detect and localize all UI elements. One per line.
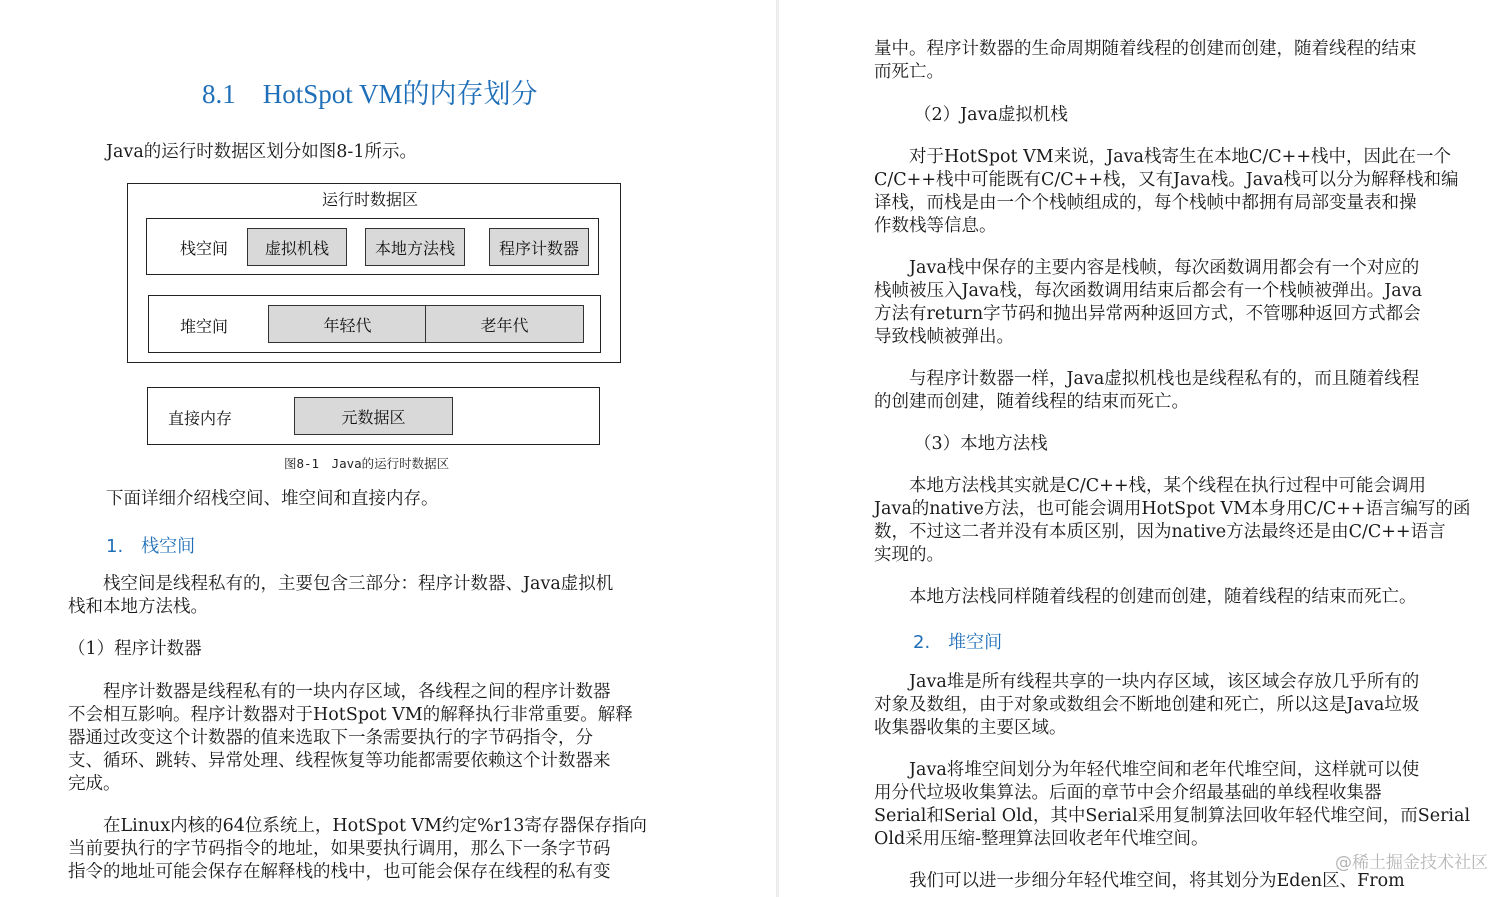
program-counter-cell: 程序计数器 <box>489 228 589 266</box>
metadata-area-cell: 元数据区 <box>294 397 453 435</box>
subsection-jvm-stack: （2）Java虚拟机栈 <box>914 105 1068 125</box>
heap-space-label: 堆空间 <box>180 317 229 336</box>
section-heading: 8.1 HotSpot VM的内存划分 <box>202 79 538 109</box>
old-generation-cell: 老年代 <box>425 305 584 343</box>
vm-stack-cell: 虚拟机栈 <box>247 228 347 266</box>
right-page: 量中。程序计数器的生命周期随着线程的创建而创建，随着线程的结束 而死亡。 （2）Java虚拟机栈 对于HotSpot VM来说，Java栈寄生在本地C/C++栈中，因此在一个 C/C++栈中可能既有C/C++栈，又有Java栈。Java栈可以分为解释栈和编 译栈，而栈是由一个个栈帧组成的，每个栈帧中都拥有局部变量表和操 作数栈等信息。 Java栈中保存的主要内容是栈帧，每次函数调用都会有一个对应的 栈帧被压入Java栈，每次函数调用结束后都会有一个栈帧被弹出。Java 方法有return字节码和抛出异常两种返回方式，不管哪种返回方式都会 导致栈帧被弹出。 与程序计数器一样，Java虚拟机栈也是线程私有的，而且随着线程 的创建而创建，随着线程的结束而死亡。 （3）本地方法栈 本地方法栈其实就是C/C++栈，某个线程在执行过程中可能会调用 Java的native方法，也可能会调用HotSpot VM本身用C/C++语言编写的函 数，不过这二者并没有本质区别，因为native方法最终还是由C/C++语言 实现的。 本地方法栈同样随着线程的创建而创建，随着线程的结束而死亡。 2. 堆空间 Java堆是所有线程共享的一块内存区域，该区域会存放几乎所有的 对象及数组，由于对象或数组会不断地创建和死亡，所以这是Java垃圾 收集器收集的主要区域。 Java将堆空间划分为年轻代堆空间和老年代堆空间，这样就可以使 用分代垃圾收集算法。后面的章节中会介绍最基础的单线程收集器 Serial和Serial Old，其中Serial采用复制算法回收年轻代堆空间，而Serial Old采用压缩-整理算法回收老年代堆空间。 我们可以进一步细分年轻代堆空间，将其划分为Eden区、From @稀土掘金技术社区 <box>874 39 1488 891</box>
detail-paragraph: 下面详细介绍栈空间、堆空间和直接内存。 <box>106 489 439 509</box>
section-stack-space-heading: 1. 栈空间 <box>106 536 196 557</box>
young-generation-cell: 年轻代 <box>268 305 427 343</box>
section-heap-space-heading: 2. 堆空间 <box>913 632 1003 653</box>
native-method-stack-cell: 本地方法栈 <box>365 228 465 266</box>
intro-paragraph: Java的运行时数据区划分如图8-1所示。 <box>106 142 417 162</box>
watermark: @稀土掘金技术社区 <box>1335 853 1488 873</box>
subsection-program-counter: （1）程序计数器 <box>68 639 202 659</box>
subsection-native-method-stack: （3）本地方法栈 <box>914 434 1048 454</box>
stack-space-label: 栈空间 <box>180 239 229 258</box>
direct-memory-label: 直接内存 <box>168 409 233 428</box>
figure-caption: 图8-1 Java的运行时数据区 <box>284 456 450 471</box>
runtime-data-area-title: 运行时数据区 <box>322 190 419 209</box>
left-page: 8.1 HotSpot VM的内存划分 Java的运行时数据区划分如图8-1所示。 运行时数据区 栈空间 虚拟机栈 本地方法栈 程序计数器 堆空间 年轻代 老年代 直接内存 元数据区 图8-1 Java的运行时数据区 下面详细介绍栈空间、堆空间和直接内存。 1. 栈空间 栈空间是线程私有的，主要包含三部分：程序计数器、Java虚拟机 栈和本地方法栈。 （1）程序计数器 程序计数器是线程私有的一块内存区域，各线程之间的程序计数器 不会相互影响。程序计数器对于HotSpot VM的解释执行非常重要。解释 器通过改变这个计数器的值来选取下一条需要执行的字节码指令，分 支、循环、跳转、异常处理、线程恢复等功能都需要依赖这个计数器来 完成。 在Linux内核的64位系统上，HotSpot VM约定%r13寄存器保存指向 当前要执行的字节码指令的地址，如果要执行调用，那么下一条字节码 指令的地址可能会保存在解释栈的栈中，也可能会保存在线程的私有变 <box>0 0 776 897</box>
